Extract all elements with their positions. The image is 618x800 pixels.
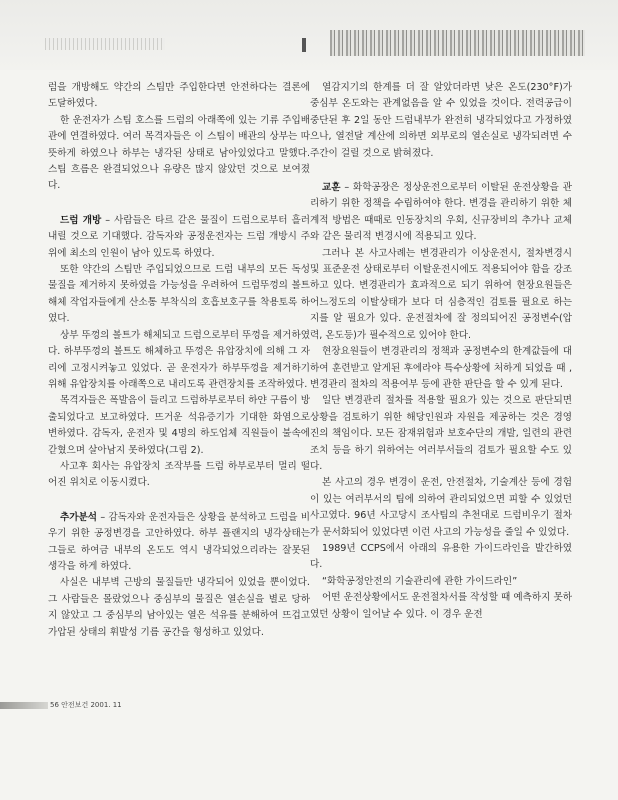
- paragraph: 상부 뚜껑의 볼트가 해체되고 드럼으로부터 뚜껑을 제거하였다. 하부뚜껑의 볼트도 해체하고 뚜껑은 유압장치에 의해 그 자리에 고정시켜놓고 있었다. 곧 운전자가 하부뚜껑을 제거하기 위해 유압장치를 아래쪽으로 내리도록 관련장치를 조작하였다.: [48, 329, 310, 390]
- section-keyword: 드럼 개방: [60, 214, 102, 226]
- paragraph: 본 사고의 경우 변경이 운전, 안전절차, 기술계산 등에 경험이 있는 여러부서의 팀에 의하여 관리되었으면 피할 수 있었던 사고였다. 96년 사고당시 조사팀의 추천대로 드럼비우기 절차가 문서화되어 있었다면 이런 사고의 가능성을 줄일 수 있었다.: [310, 477, 572, 538]
- quoted-title: “화학공정안전의 기술관리에 관한 가이드라인”: [322, 575, 518, 587]
- issue-date: 2001. 11: [90, 701, 122, 709]
- left-column: [48, 80, 310, 641]
- header-mark: [302, 38, 306, 52]
- header-texture-right: [330, 30, 585, 56]
- section-keyword: 추가분석: [60, 511, 98, 523]
- paragraph: 1989년 CCPS에서 아래의 유용한 가이드라인을 발간하였다.: [310, 542, 572, 571]
- page-footer: [0, 698, 618, 714]
- paragraph: 그러나 본 사고사례는 변경관리가 이상운전시, 절차변경시 및 표준운전 상태로부터 이탈운전시에도 적용되어야 함을 강조하고 있다. 변경관리가 효과적으로 되기 위하여 현장요원들은 어느정도의 이탈상태가 보다 더 심층적인 검토를 필요로 하는지를 알 필요가 있다. 운전절차에 잘 정의되어진 공정변수(압력, 온도등)가 필수적으로 있어야 한다.: [310, 247, 572, 341]
- paragraph: [310, 180, 572, 246]
- paragraph: 현장요원들이 변경관리의 정책과 공정변수의 한계값들에 대하여 훈련받고 알게된 후에라야 특수상황에 처하게 되었을 때 ,변경관리 절차의 적용여부 등에 관한 판단을 할 수 있게 된다.: [310, 346, 572, 390]
- paragraph: [48, 510, 310, 576]
- page-number: 56: [50, 701, 59, 709]
- footer-bar: [0, 702, 48, 709]
- paragraph: 열감지기의 한계를 더 잘 알았더라면 낮은 온도(230°F)가 중심부 온도와는 관계없음을 알 수 있었을 것이다. 전력공급이 중단된 후 2일 동안 드럼내부가 완전히 냉각되었다고 가정하였으나, 열전달 계산에 의하면 외부로의 열손실로 냉각되려면 수주간이 걸릴 것으로 밝혀졌다.: [310, 82, 572, 159]
- paragraph: 사실은 내부벽 근방의 물질들만 냉각되어 있었을 뿐이었다. 그 사람들은 몰랐었으나 중심부의 물질은 열손실을 별로 당하지 않았고 그 중심부의 남아있는 열은 석유를 분해하여 뜨겁고 가압된 상태의 휘발성 기름 공간을 형성하고 있었다.: [48, 577, 310, 638]
- publication-name: 안전보건: [61, 701, 89, 709]
- paragraph: 일단 변경관리 절차를 적용할 필요가 있는 것으로 판단되면 상황을 검토하기 위한 해당인원과 자원을 제공하는 것은 경영진의 책임이다. 모든 잠재위험과 보호수단의 개발, 일련의 관련조치 등을 하기 위하여는 여러부서들의 검토가 필요할 수도 있다.: [310, 395, 572, 472]
- paragraph: [48, 213, 310, 262]
- paragraph-text: – 감독자와 운전자들은 상황을 분석하고 드럼을 비우기 위한 공정변경을 고안하였다. 하부 플랜지의 냉각상태는 그들로 하여금 내부의 온도도 역시 냉각되었으리라는 잘못된 생각을 하게 하였다.: [48, 511, 310, 572]
- right-column: [310, 80, 572, 623]
- paragraph: 사고후 회사는 유압장치 조작부를 드럼 하부로부터 멀리 떨어진 위치로 이동시켰다.: [48, 460, 310, 489]
- header-texture-left: [45, 38, 165, 50]
- paragraph: 목격자들은 폭발음이 들리고 드럼하부로부터 하얀 구름이 방출되었다고 보고하였다. 뜨거운 석유증기가 기대한 화염으로 변하였다. 감독자, 운전자 및 4명의 하도업체 직원들이 불속에 갇혔으며 살아남지 못하였다(그림 2).: [48, 395, 310, 456]
- paragraph-text: – 사람들은 타르 같은 물질이 드럼으로부터 흘러내릴 것으로 기대했다. 감독자와 공정운전자는 드럼 개방시 주위에 최소의 인원이 남아 있도록 하였다.: [48, 214, 310, 259]
- section-keyword: 교훈: [322, 182, 341, 194]
- paragraph: 한 운전자가 스팀 호스를 드럼의 아래쪽에 있는 기류 주입배관에 연결하였다. 여러 목격자들은 이 스팀이 배관의 상부는 따뜻하게 하였으나 하부는 냉각된 상태로 남아있었다고 말했다. 스팀 흐름은 완결되었으나 유량은 많지 않았던 것으로 보여졌다.: [48, 114, 310, 192]
- footer-text: [50, 700, 122, 710]
- paragraph: 어떤 운전상황에서도 운전절차서를 작성할 때 예측하지 못하였던 상황이 일어날 수 있다. 이 경우 운전: [310, 592, 572, 620]
- paragraph-text: – 화학공장은 정상운전으로부터 이탈된 운전상황을 관리하기 위한 정책을 수립하여야 한다. 변경을 관리하기 위한 체계적 방법은 때때로 인동장치의 우회, 신규장비의 추가나 교체와 같은 물리적 변경시에 적용되고 있다.: [310, 182, 572, 243]
- paragraph: 또한 약간의 스팀만 주입되었으므로 드럼 내부의 모든 독성물질을 제거하지 못하였을 가능성을 우려하여 드럼뚜껑의 볼트해체 작업자들에게 산소통 부착식의 호흡보호구를 착용토록 하였다.: [48, 264, 310, 325]
- paragraph: 럼을 개방해도 약간의 스팀만 주입한다면 안전하다는 결론에 도달하였다.: [48, 82, 310, 110]
